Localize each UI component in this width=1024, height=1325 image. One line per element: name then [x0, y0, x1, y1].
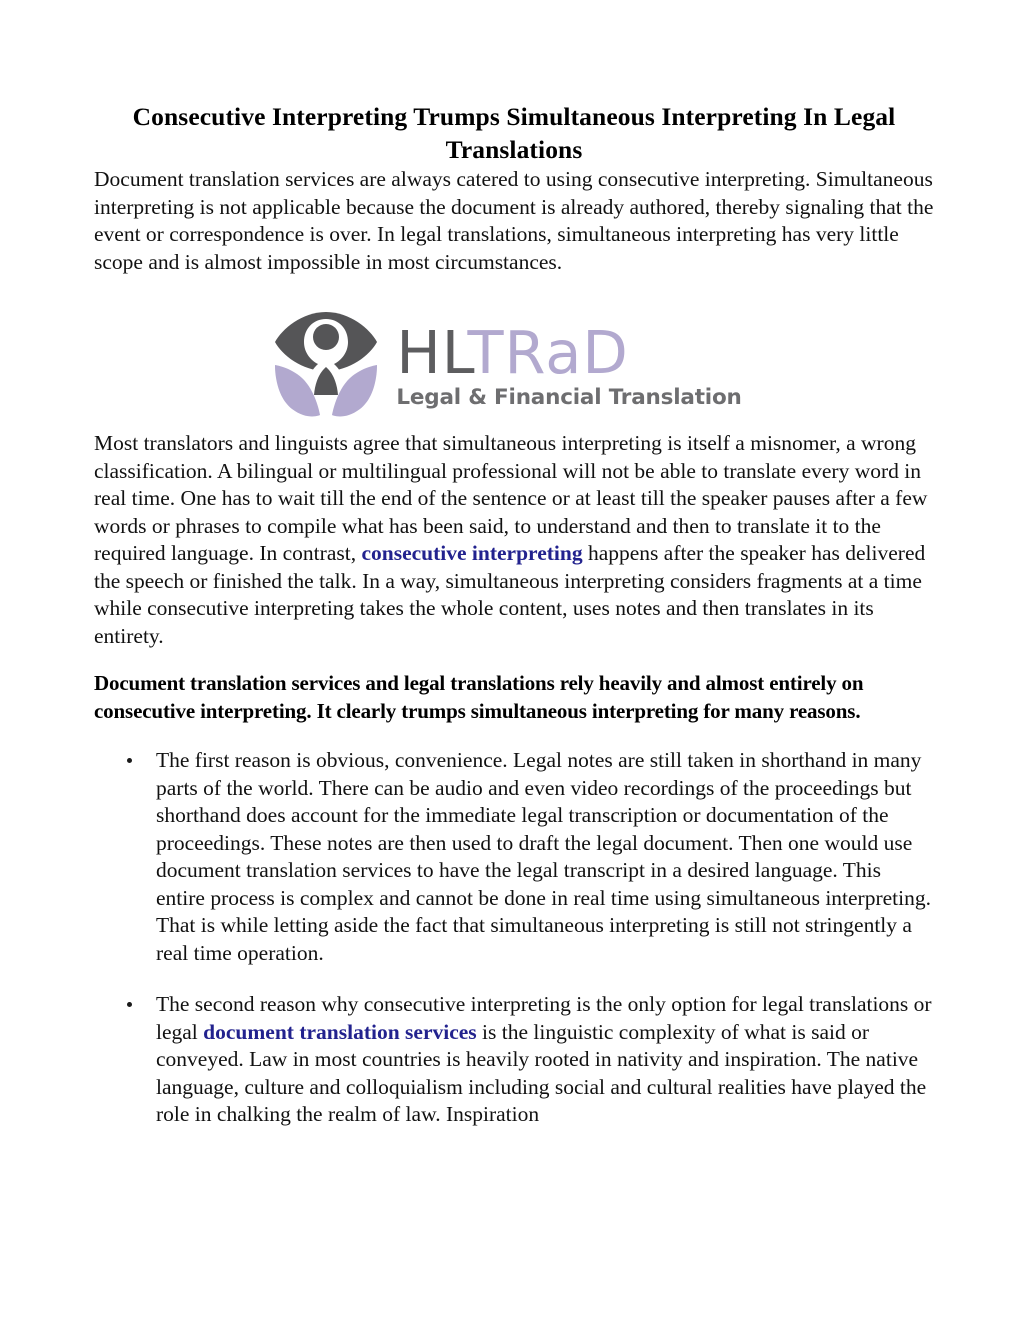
logo-wordmark — [396, 317, 741, 387]
hltrad-emblem-icon — [270, 307, 382, 423]
second-paragraph-lead: Most translators and linguists agree that simultaneous interpreting is itself a misnomer, a wrong classification. A bilingual or multilingual professional will not be able to translate every word in real time. One has to wait till the end of the sentence or at least till the speaker pauses after a few words or phrases to compile what has been said, to understand and then to translate it to the required language. In contrast, — [94, 431, 928, 565]
list-item — [94, 747, 934, 967]
second-paragraph-tail: happens after the speaker has delivered the speech or finished the talk. In a way, simultaneous interpreting considers fragments at a time while consecutive interpreting takes the whole content, uses notes and then translates in its entirety. — [94, 541, 926, 648]
list-item-text: The first reason is obvious, convenience. Legal notes are still taken in shorthand in many parts of the world. There can be audio and even video recordings of the proceedings but shorthand does account for the immediate legal transcription or documentation of the proceedings. These notes are then used to draft the legal document. Then one would use document translation services to have the legal transcript in a desired language. This entire process is complex and cannot be done in real time using simultaneous interpreting. That is while letting aside the fact that simultaneous interpreting is still not stringently a real time operation. — [156, 748, 931, 965]
logo-lockup — [270, 307, 741, 423]
logo-text-block — [396, 317, 742, 410]
bullet-point-icon — [127, 758, 132, 763]
list-item — [94, 991, 934, 1129]
logo-wordmark-primary: HL — [396, 317, 468, 387]
page-title: Consecutive Interpreting Trumps Simultaneous Interpreting In Legal Translations — [132, 102, 896, 164]
bold-lead-paragraph: Document translation services and legal translations rely heavily and almost entirely on consecutive interpreting. It clearly trumps simultaneous interpreting for many reasons. — [94, 671, 864, 723]
logo-tagline: Legal & Financial Translation — [396, 384, 742, 410]
second-paragraph — [94, 430, 934, 650]
document-content — [94, 100, 934, 1129]
document-translation-services-link[interactable]: document translation services — [203, 1019, 477, 1044]
consecutive-interpreting-link[interactable]: consecutive interpreting — [361, 541, 583, 565]
reasons-list — [94, 747, 934, 1129]
bullet-point-icon — [127, 1002, 132, 1007]
logo-wordmark-secondary: TRaD — [467, 317, 629, 387]
list-item-text-lead: The second reason why consecutive interpreting is the only option for legal translations or legal — [156, 992, 932, 1044]
company-logo — [94, 300, 934, 430]
list-item-text-tail: is the linguistic complexity of what is said or conveyed. Law in most countries is heavily rooted in nativity and inspiration. The native language, culture and colloquialism including social and cultural realities have played the role in chalking the realm of law. Inspiration — [156, 1019, 927, 1126]
intro-paragraph: Document translation services are always catered to using consecutive interpreting. Simultaneous interpreting is not applicable because the document is already authored, thereby signaling that the event or correspondence is over. In legal translations, simultaneous interpreting has very little scope and is almost impossible in most circumstances. — [94, 167, 934, 274]
